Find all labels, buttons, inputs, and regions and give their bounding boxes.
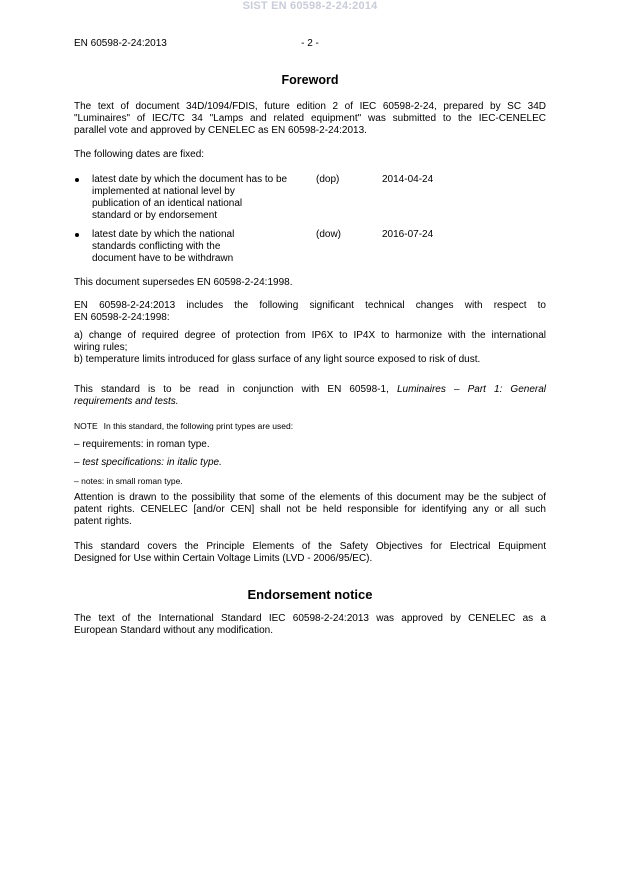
foreword-intro-paragraph <box>74 101 546 137</box>
read-with-paragraph <box>74 384 546 408</box>
description-line: implemented at national level by <box>92 186 235 197</box>
date-value: 2014-04-24 <box>382 174 434 185</box>
note-line <box>74 421 546 432</box>
description-line: latest date by which the national <box>92 229 235 240</box>
paragraph-line: The text of document 34D/1094/FDIS, future edition 2 of IEC 60598-2-24, prepared by SC 34D <box>74 101 546 112</box>
description-line: standard or by endorsement <box>92 210 218 221</box>
paragraph-line: EN 60598-2-24:1998: <box>74 312 170 323</box>
watermark: SIST EN 60598-2-24:2014 <box>242 0 378 12</box>
lvd-paragraph <box>74 541 546 565</box>
print-type-requirements: – requirements: in roman type. <box>74 439 210 450</box>
change-item-a <box>74 330 546 354</box>
paragraph-line: parallel vote and approved by CENELEC as EN 60598-2-24:2013. <box>74 125 367 136</box>
paragraph-line: patent rights. <box>74 516 132 527</box>
paragraph-line: Attention is drawn to the possibility that some of the elements of this document may be the subject of <box>74 492 546 503</box>
date-abbreviation: (dow) <box>316 229 342 240</box>
bullet-icon <box>75 233 79 237</box>
description-line: latest date by which the document has to be <box>92 174 288 185</box>
read-with-prefix: This standard is to be read in conjunction with EN 60598-1, <box>74 384 389 395</box>
description-line: document have to be withdrawn <box>92 253 234 264</box>
note-label: NOTE <box>74 421 98 431</box>
supersedes-statement: This document supersedes EN 60598-2-24:1998. <box>74 277 293 288</box>
paragraph-line: wiring rules; <box>74 342 128 353</box>
endorsement-title: Endorsement notice <box>247 587 373 602</box>
referenced-title-continued: requirements and tests. <box>74 396 179 407</box>
patent-rights-paragraph <box>74 492 546 528</box>
referenced-title: Luminaires – Part 1: General <box>396 384 547 395</box>
date-item-description <box>92 229 307 265</box>
description-line: standards conflicting with the <box>92 241 221 252</box>
header-page-number: - 2 - <box>301 38 319 49</box>
date-value: 2016-07-24 <box>382 229 434 240</box>
foreword-title: Foreword <box>281 73 339 87</box>
date-abbreviation: (dop) <box>316 174 340 185</box>
paragraph-line <box>74 384 546 396</box>
bullet-icon <box>75 178 79 182</box>
paragraph-line: EN 60598-2-24:2013 includes the following significant technical changes with respect to <box>74 300 546 311</box>
paragraph-line: "Luminaires" of IEC/TC 34 "Lamps and related equipment" was submitted to the IEC-CENELEC <box>74 113 546 124</box>
dates-intro: The following dates are fixed: <box>74 149 205 160</box>
endorsement-paragraph <box>74 613 546 637</box>
change-item-b <box>74 354 546 366</box>
paragraph-line: This standard covers the Principle Elements of the Safety Objectives for Electrical Equipment <box>74 541 546 552</box>
paragraph-line: a) change of required degree of protection from IP6X to IP4X to harmonize with the international <box>74 330 546 341</box>
print-type-notes: – notes: in small roman type. <box>74 476 183 486</box>
paragraph-line: The text of the International Standard IEC 60598-2-24:2013 was approved by CENELEC as a <box>74 613 546 624</box>
changes-intro-paragraph <box>74 300 546 324</box>
paragraph-line: European Standard without any modification. <box>74 625 274 636</box>
description-line: publication of an identical national <box>92 198 243 209</box>
print-type-test-specifications: – test specifications: in italic type. <box>74 457 222 468</box>
paragraph-line: b) temperature limits introduced for glass surface of any light source exposed to risk of dust. <box>74 354 481 365</box>
paragraph-line: Designed for Use within Certain Voltage Limits (LVD - 2006/95/EC). <box>74 553 373 564</box>
header-document-id: EN 60598-2-24:2013 <box>74 38 167 49</box>
paragraph-line: patent rights. CENELEC [and/or CEN] shall not be held responsible for identifying any or all such <box>74 504 546 515</box>
date-item-description <box>92 174 307 222</box>
note-text: In this standard, the following print types are used: <box>103 421 294 431</box>
